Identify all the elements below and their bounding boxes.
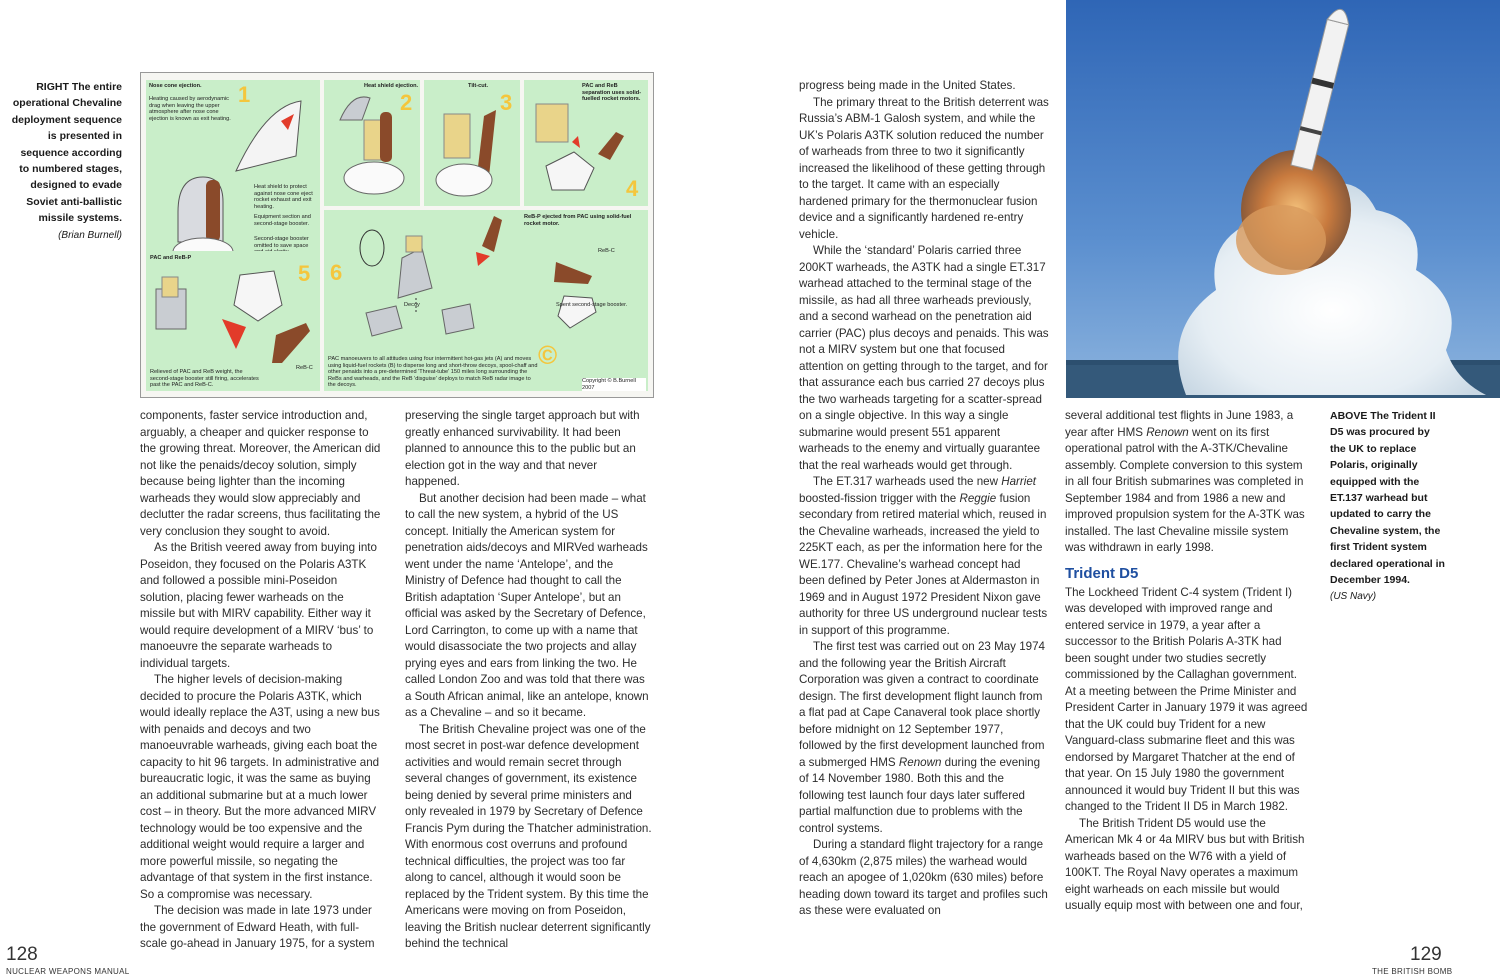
diagram-copyright: Copyright © B.Burnell 2007 <box>582 378 646 391</box>
panel-1-note: Heating caused by aerodynamic drag when leaving the upper atmosphere after nose cone ejection is known as exit heating. <box>149 96 231 122</box>
paragraph: During a standard flight trajectory for a range of 4,630km (2,875 miles) the warhead would reach an apogee of 1,020km (630 miles) before heading down toward its target and profiles such as these were evaluated on <box>799 838 1048 917</box>
panel-5-note: Relieved of PAC and ReB weight, the second-stage booster still firing, accelerates past the PAC and ReB-C. <box>150 369 259 389</box>
right-column-2 <box>1065 408 1310 915</box>
paragraph: The first test was carried out on 23 May 1974 and the following year the British Aircraft Corporation was given a contract to coordinate design. The first development flight launch from a flat pad at Cape Canaveral took place shortly before midnight on 12 September 1977, followed by the first development launched from a submerged HMS Renown during the evening of 14 November 1980. Both this and the following test launch four days later suffered partial malfunction due to problems with the control systems. <box>799 640 1045 835</box>
paragraph: The decision was made in late 1973 under the government of Edward Heath, with full-scale go-ahead in January 1975, for a system <box>140 904 375 950</box>
section-heading: Trident D5 <box>1065 564 1139 582</box>
trident-launch-photo <box>1066 0 1500 398</box>
page-number-right: 129 <box>1410 944 1442 965</box>
panel-1-number: 1 <box>238 82 251 107</box>
panel-6-note: Spent second-stage booster. <box>556 302 628 308</box>
booster-pass-illustration <box>150 265 316 365</box>
diagram-panel-2 <box>324 80 420 206</box>
panel-2-number: 2 <box>400 90 413 115</box>
panel-1-note: Equipment section and second-stage booster. <box>254 214 311 227</box>
paragraph: preserving the single target approach but with greatly enhanced survivability. It had been planned to announce this to the public but an election got in the way and that never happened. <box>405 409 640 488</box>
caption-text: The Trident II D5 was procured by the UK to replace Polaris, originally equipped with the ET.137 warhead but updated to carry the Chevaline system, the first Trident system declared operational in December 1994. <box>1330 410 1445 587</box>
paragraph: components, faster service introduction and, arguably, a cheaper and quicker response to the growing threat. Moreover, the American did not like the penaids/decoy solution, simply because being lighter than the incoming warheads they would slow appreciably and declutter the radar screens, thus facilitating the very conclusion they sought to avoid. <box>140 409 381 538</box>
caption-credit: (Brian Burnell) <box>58 229 122 241</box>
panel-1-note: Heat shield to protect against nose cone eject rocket exhaust and exit heating. <box>254 184 313 210</box>
panel-3-number: 3 <box>500 90 513 115</box>
panel-5-number: 5 <box>298 261 311 286</box>
paragraph: progress being made in the United States. <box>799 79 1016 92</box>
caption-text: The entire operational Chevaline deployment sequence is presented in sequence according to numbered stages, designed to evade Soviet anti-ballistic missile systems. <box>11 81 122 225</box>
running-title-right: THE BRITISH BOMB <box>1372 967 1453 976</box>
diagram-panel-4 <box>524 80 648 206</box>
panel-4-title: PAC and ReB separation uses solid-fuelled rocket motors. <box>582 83 642 103</box>
diagram-panel-3 <box>424 80 520 206</box>
panel-6-note: Decoy <box>404 302 420 308</box>
panel-6-note: ReB-C <box>598 248 615 254</box>
paragraph: The Lockheed Trident C-4 system (Trident I) was developed with improved range and entered service in 1979, a year after a successor to the British Polaris A-3TK had been sought under two studies secretly commissioned by the Callaghan government. At a meeting between the Prime Minister and President Carter in January 1979 it was agreed that the UK could buy Trident for a new Vanguard-class submarine fleet and this was endorsed by Margaret Thatcher at the end of that year. On 15 July 1980 the government announced it would buy Trident II but this was changed to the Trident II D5 in March 1982. <box>1065 585 1308 813</box>
paragraph: several additional test flights in June 1983, a year after HMS Renown went on its first operational patrol with the A-3TK/Chevaline assembly. Complete conversion to this system in all four British submarines was completed in September 1984 and from 1986 a new and improved propulsion system for the A-3TK was installed. The last Chevaline missile system was withdrawn in early 1998. <box>1065 409 1305 554</box>
page-number-left: 128 <box>6 944 38 965</box>
panel-6-number: 6 <box>330 260 343 285</box>
panel-4-number: 4 <box>626 176 639 201</box>
paragraph: The ET.317 warheads used the new Harriet boosted-fission trigger with the Reggie fusion secondary from retired material which, reused in the Chevaline warheads, increased the yield to 225KT each, as per the information here for the WE.177. Chevaline’s warhead concept had been defined by Peter Jones at Aldermaston in 1969 and in August 1972 President Nixon gave authority for three US underground nuclear tests in support of this programme. <box>799 475 1048 637</box>
panel-1-note: Second-stage booster omitted to save space <box>254 236 309 249</box>
copyright-symbol: © <box>538 340 558 370</box>
panel-5-title: PAC and ReB-P <box>150 255 192 261</box>
caption-label: ABOVE <box>1330 410 1368 422</box>
pac-separation-illustration <box>528 94 646 202</box>
caption-credit: (US Navy) <box>1330 591 1377 603</box>
paragraph: The British Chevaline project was one of the most secret in post-war defence development activities and would remain secret through several changes of government, its existence being denied by several prime ministers and only revealed in 1979 by Secretary of Defence Francis Pym during the Thatcher administration. With enormous cost overruns and profound technical difficulties, the project was too far along to cancel, although it would soon be replaced by the Trident system. By this time the Americans were moving on from Poseidon, leaving the British nuclear deterrent significantly behind the technical <box>405 722 652 950</box>
chevaline-deployment-diagram <box>140 72 654 398</box>
diagram-panel-6 <box>324 210 648 391</box>
diagram-panel-1 <box>146 80 320 280</box>
paragraph: The primary threat to the British deterrent was Russia’s ABM-1 Galosh system, and while the UK’s Polaris A3TK solution reduced the number of warheads from three to two it significantly increased the likelihood of these getting through to the target. It came with an especially hardened primary for the thermonuclear fusion device and a significantly hardened re-entry vehicle. <box>799 95 1049 241</box>
left-column-1 <box>140 408 381 953</box>
reb-illustration <box>472 216 642 336</box>
running-title-left: NUCLEAR WEAPONS MANUAL <box>6 967 130 976</box>
paragraph: But another decision had been made – what to call the new system, a hybrid of the US concept. Initially the American system for penetration aids/decoys and MIRVed warheads went under the name ‘Antelope’, and the Ministry of Defence had thought to call the British adaptation ‘Super Antelope’, but an official was asked by the Secretary of Defence, Lord Carrington, to come up with a name that would disassociate the two projects and allay prying eyes and ears from linking the two. He called London Zoo and was told that there was a South African animal, like an antelope, known as a Chevaline – and so it became. <box>405 491 649 719</box>
paragraph: While the ‘standard’ Polaris carried three 200KT warheads, the A3TK had a single ET.317 warhead attached to the terminal stage of the missile, as had all three warheads previously, and a second warhead on the penetration aid carrier (PAC) plus decoys and penaids. This was not a MIRV system but one that focused attention on getting through to the target, and for that assurance each bus carried 27 decoys plus the two warheads targeting for a scatter-spread on a single objective. In this way a single submarine would present 551 apparent warheads to the enemy and virtually guarantee that the real warheads would get through. <box>799 244 1049 472</box>
paragraph: As the British veered away from buying into Poseidon, they focused on the Polaris A3TK and followed a possible mini-Poseidon solution, placing fewer warheads on the missile but with MIRV capability. Either way it would require development of a MIRV ‘bus’ to manoeuvre the separate warheads to individual targets. <box>140 541 377 670</box>
paragraph: The British Trident D5 would use the American Mk 4 or 4a MIRV bus but with British warheads based on the W76 with a yield of 100KT. The Royal Navy operates a maximum eight warheads on each missile but would usually equip most with between one and four, <box>1065 816 1305 912</box>
panel-6-note: PAC manoeuvers to all attitudes using four intermittent hot-gas jets (A) and moves using liquid-fuel rockets (B) to disperse long and short-throw decoys, spool-chaff and other penaids into a pre-determined 'Threat-tube' 150 miles long surrounding the ReBs and warheads, and the ReB 'disguise' deploys to match ReB radar image to the decoys. <box>328 356 538 389</box>
panel-5-note: ReB-C <box>296 365 313 371</box>
photo-caption <box>1330 408 1445 606</box>
panel-6-title: ReB-P ejected from PAC using solid-fuel rocket motor. <box>524 214 632 227</box>
caption-label: RIGHT <box>36 81 69 93</box>
diagram-panel-5 <box>146 251 320 391</box>
trident-launch-image <box>1066 0 1500 398</box>
left-column-2 <box>405 408 652 953</box>
panel-3-title: Tilt-cut. <box>468 83 489 89</box>
right-column-1 <box>799 78 1049 920</box>
heat-shield-illustration <box>332 90 418 202</box>
paragraph: The higher levels of decision-making decided to procure the Polaris A3TK, which would ideally replace the A3T, using a new bus with penaids and decoys and two manoeuvrable warheads, giving each boat the capacity to hit 96 targets. In administrative and bureaucratic logic, it was the same as buying an additional submarine but at a much lower cost – in theory. But the more advanced MIRV technology would be too expensive and the additional weight would require a larger and more powerful missile, so negating the advantage of that system in the first instance. So a compromise was necessary. <box>140 673 380 901</box>
nose-cone-illustration <box>226 96 306 176</box>
diagram-caption <box>10 79 122 244</box>
tilt-cut-illustration <box>430 96 518 202</box>
panel-2-title: Heat shield ejection. <box>364 83 419 89</box>
panel-1-title: Nose cone ejection. <box>149 83 202 89</box>
